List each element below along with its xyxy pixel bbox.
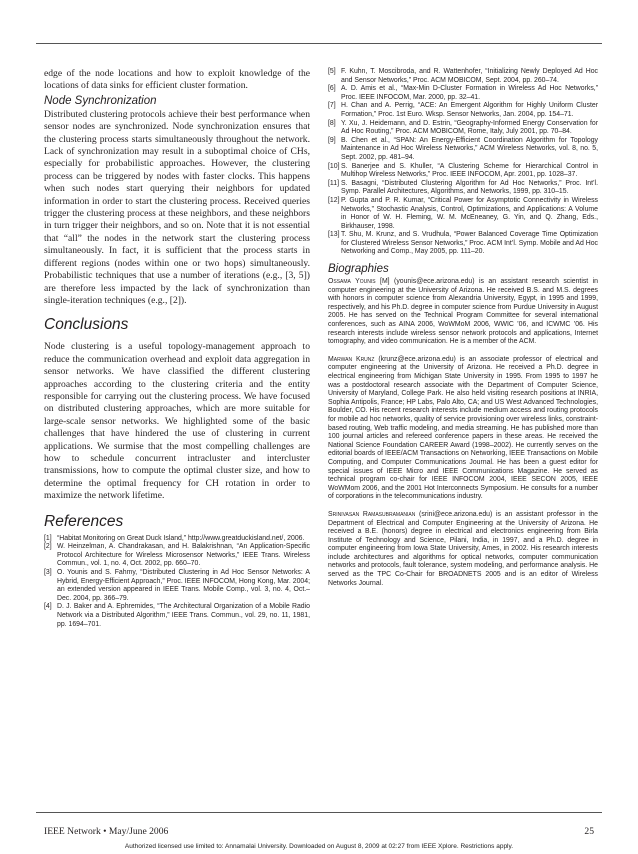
- reference-item: [44, 543, 310, 569]
- footer-page-number: 25: [584, 826, 594, 837]
- bio-ramasubramanian: [328, 511, 598, 588]
- top-rule: [36, 43, 602, 44]
- conclusions-heading: Conclusions: [44, 316, 129, 334]
- reference-list-right: [328, 68, 598, 257]
- reference-text: “Habitat Monitoring on Great Duck Island,” http://www.greatduckisland.net/, 2006.: [57, 534, 305, 542]
- reference-item: [328, 120, 598, 137]
- authorization-notice: Authorized licensed use limited to: Annamalai University. Downloaded on August 8, 2009 at 02:27 from IEEE Xplore. Restrictions apply.: [124, 843, 514, 850]
- bio-text: (krunz@ece.arizona.edu) is an associate professor of electrical and computer engineering at the University of Arizona. He received a Ph.D. degree in electrical engineering from Michigan State University in 1995. From 1995 to 1997 he was a postdoctoral research associate with the Department of Computer Science, University of Maryland, College Park. He also held visiting research positions at INRIA, Sophia Antipolis, France; HP Labs, Palo Alto, CA; and US West Advanced Technologies, Boulder, CO. His recent research interests include medium access and routing protocols for mobile ad hoc networks, quality of service provisioning over wireless links, constraint-based routing, Web traffic modeling, and media streaming. He has published more than 100 journal articles and refereed conference papers in these areas. He received the National Science Foundation CAREER Award (1998–2002). He currently serves on the editorial boards of IEEE/ACM Transactions on Networking, IEEE Transactions on Mobile Computing, and Computer Communications Journal. He has been a guest editor for special issues of IEEE Micro and IEEE Communications Magazine. He served as technical program co-chair for IEEE INFOCOM 2004, IEEE SECON 2005, IEEE WoWMom 2006, and the 2001 Hot Interconnects Symposium. He consults for a number of corporations in the telecommunications industry.: [328, 355, 598, 501]
- footer-journal: IEEE Network • May/June 2006: [44, 826, 169, 837]
- conclusions-paragraph: Node clustering is a useful topology-management approach to reduce the communication overhead and exploit data aggregation in sensor networks. We have classified the different clustering approaches according to the clustering criteria and the entity responsible for carrying out the clustering process. We have focused on distributed clustering approaches, which are more suitable for large-scale sensor networks. We highlighted some of the basic challenges that have hindered the use of clustering in current applications. We surmise that the most compelling challenges are how to schedule concurrent intracluster and intercluster transmissions, how to compute the optimal cluster size, and how to determine the optimal frequency for CH rotation in order to maximize the network lifetime.: [44, 341, 310, 502]
- bio-krunz: [328, 356, 598, 502]
- footer-rule: [36, 812, 602, 813]
- reference-text: O. Younis and S. Fahmy, “Distributed Clustering in Ad Hoc Sensor Networks: A Hybrid, Energy-Efficient Approach,” Proc. IEEE INFOCOM, Hong Kong, Mar. 2004; an extended version appeared in IEEE Trans. Mobile Comp., vol. 3, no. 4, Oct.–Dec. 2004, pp. 366–79.: [57, 568, 310, 602]
- reference-number: [11]: [328, 179, 339, 187]
- bio-younis: [328, 278, 598, 347]
- reference-text: W. Heinzelman, A. Chandrakasan, and H. Balakrishnan, “An Application-Specific Protocol Architecture for Wireless Microsensor Networks,” IEEE Trans. Wireless Commun., vol. 1, no. 4, Oct. 2002, pp. 660–70.: [57, 543, 310, 568]
- right-column: [328, 68, 598, 597]
- node-sync-heading: Node Synchronization: [44, 94, 157, 107]
- reference-item: [328, 137, 598, 163]
- reference-list-left: [44, 535, 310, 630]
- node-sync-paragraph: Distributed clustering protocols achieve their best performance when sensor nodes are synchronized. Node synchronization ensures that the clustering process starts simultaneously throughout the network. Lack of synchronization may result in a suboptimal choice of CHs, especially for probabilistic approaches. However, the clustering process can be triggered by nodes with faster clocks. This happens when such nodes start querying their neighbors for updated information in order to start the clustering process. Received queries trigger the clustering process at these neighbors, and these neighbors in turn trigger their neighbors, and so on. Note that it is not essential that “all” the nodes in the network start the clustering process simultaneously. In fact, it is sufficient that the process starts in different regions (nodes within one or two hops) simultaneously. Probabilistic techniques that use a number of iterations (e.g., [3, 5]) are therefore less impacted by the lack of synchronization than single-iteration techniques (e.g., [2]).: [44, 108, 310, 306]
- reference-text: S. Basagni, “Distributed Clustering Algorithm for Ad Hoc Networks,” Proc. Int’l. Symp. Parallel Architectures, Algorithms, and Networks, 1999, pp. 310–15.: [341, 179, 598, 196]
- bio-text: [M] (younis@ece.arizona.edu) is an assistant research scientist in computer engineering at the University of Arizona. He received B.S. and M.S. degrees with honors in computer science from Alexandria University, Egypt, in 1995 and 1999, respectively, and his Ph.D. degree in computer science from Purdue University in August 2005. He has served on the Technical Program Committee for several international conferences, such as AINA 2006, WoWMoM 2006, WWIC ’06, and ICWMC ’06. His research interests include wireless sensor network protocols and applications, Internet tomography, and video communication. He is a member of the ACM.: [328, 278, 598, 346]
- reference-item: [328, 231, 598, 257]
- reference-text: B. Chen et al., “SPAN: An Energy-Efficient Coordination Algorithm for Topology Maintenance in Ad Hoc Wireless Networks,” ACM Wireless Networks, vol. 8, no. 5, Sept. 2002, pp. 481–94.: [341, 136, 598, 161]
- reference-number: [1]: [44, 534, 52, 542]
- reference-item: [328, 163, 598, 180]
- bio-name: Ossama Younis: [328, 278, 376, 286]
- reference-number: [7]: [328, 102, 336, 110]
- references-heading: References: [44, 512, 124, 530]
- reference-number: [3]: [44, 568, 52, 576]
- reference-item: [328, 197, 598, 231]
- reference-item: [328, 85, 598, 102]
- reference-item: [44, 603, 310, 629]
- reference-text: Y. Xu, J. Heidemann, and D. Estrin, “Geography-Informed Energy Conservation for Ad Hoc Routing,” Proc. ACM MOBICOM, Rome, Italy, July 2001, pp. 70–84.: [341, 119, 598, 136]
- reference-item: [328, 68, 598, 85]
- reference-number: [10]: [328, 162, 340, 170]
- reference-number: [13]: [328, 231, 340, 239]
- biographies-heading: Biographies: [328, 263, 389, 276]
- bio-text: (srini@ece.arizona.edu) is an assistant professor in the Department of Electrical and Computer Engineering at the University of Arizona. He received a B.E. (honors) degree in electrical and electronics engineering from Birla Institute of Technology and Science, Pilani, India, in 1997, and a Ph.D. degree in computer engineering from Iowa State University, Ames, in 2002. His research interests include architectures and algorithms for optical networks, computer communication networks and protocols, fault tolerance, system modeling, and performance analysis. He served as the TPC Co-Chair for BROADNETS 2005 and is an editor of Wireless Networks Journal.: [328, 510, 598, 587]
- reference-number: [12]: [328, 196, 340, 204]
- reference-text: S. Banerjee and S. Khuller, “A Clustering Scheme for Hierarchical Control in Multihop Wireless Networks,” Proc. IEEE INFOCOM, Apr. 2001, pp. 1028–37.: [341, 162, 598, 179]
- reference-item: [44, 535, 310, 544]
- reference-text: F. Kuhn, T. Moscibroda, and R. Wattenhofer, “Initializing Newly Deployed Ad Hoc and Sensor Networks,” Proc. ACM MOBICOM, Sept. 2004, pp. 260–74.: [341, 68, 598, 84]
- left-column: [44, 68, 310, 629]
- bio-name: Srinivasan Ramasubramanian: [328, 510, 416, 518]
- bio-name: Marwan Krunz: [328, 355, 375, 363]
- reference-number: [4]: [44, 603, 52, 611]
- reference-item: [328, 102, 598, 119]
- intro-paragraph: edge of the node locations and how to exploit knowledge of the locations of data sinks for efficient cluster formation.: [44, 68, 310, 92]
- reference-text: A. D. Amis et al., “Max-Min D-Cluster Formation in Wireless Ad Hoc Networks,” Proc. IEEE INFOCOM, Mar. 2000, pp. 32–41.: [341, 85, 598, 101]
- reference-text: H. Chan and A. Perrig, “ACE: An Emergent Algorithm for Highly Uniform Cluster Formation,” Proc. 1st Euro. Wksp. Sensor Networks, Jan. 2004, pp. 154–71.: [341, 102, 598, 118]
- reference-text: D. J. Baker and A. Ephremides, “The Architectural Organization of a Mobile Radio Network via a Distributed Algorithm,” IEEE Trans. Commun., vol. 29, no. 11, 1981, pp. 1694–701.: [57, 603, 310, 628]
- reference-number: [6]: [328, 85, 336, 93]
- reference-number: [9]: [328, 136, 336, 144]
- reference-text: T. Shu, M. Krunz, and S. Vrudhula, “Power Balanced Coverage Time Optimization for Clustered Wireless Sensor Networks,” Proc. ACM Int’l. Symp. Mobile and Ad Hoc Networking and Comp., May 2005, pp. 111–20.: [341, 231, 598, 256]
- reference-item: [328, 180, 598, 197]
- reference-number: [8]: [328, 119, 336, 127]
- reference-text: P. Gupta and P. R. Kumar, “Critical Power for Asymptotic Connectivity in Wireless Networks,” Stochastic Analysis, Control, Optimizations, and Applications: A Volume in Honor of W. H. Fleming, W. M. McEneaney, G. Yin, and Q. Zhang, Eds., Birkhauser, 1998.: [341, 196, 598, 230]
- reference-item: [44, 569, 310, 603]
- reference-number: [5]: [328, 68, 336, 75]
- reference-number: [2]: [44, 543, 52, 551]
